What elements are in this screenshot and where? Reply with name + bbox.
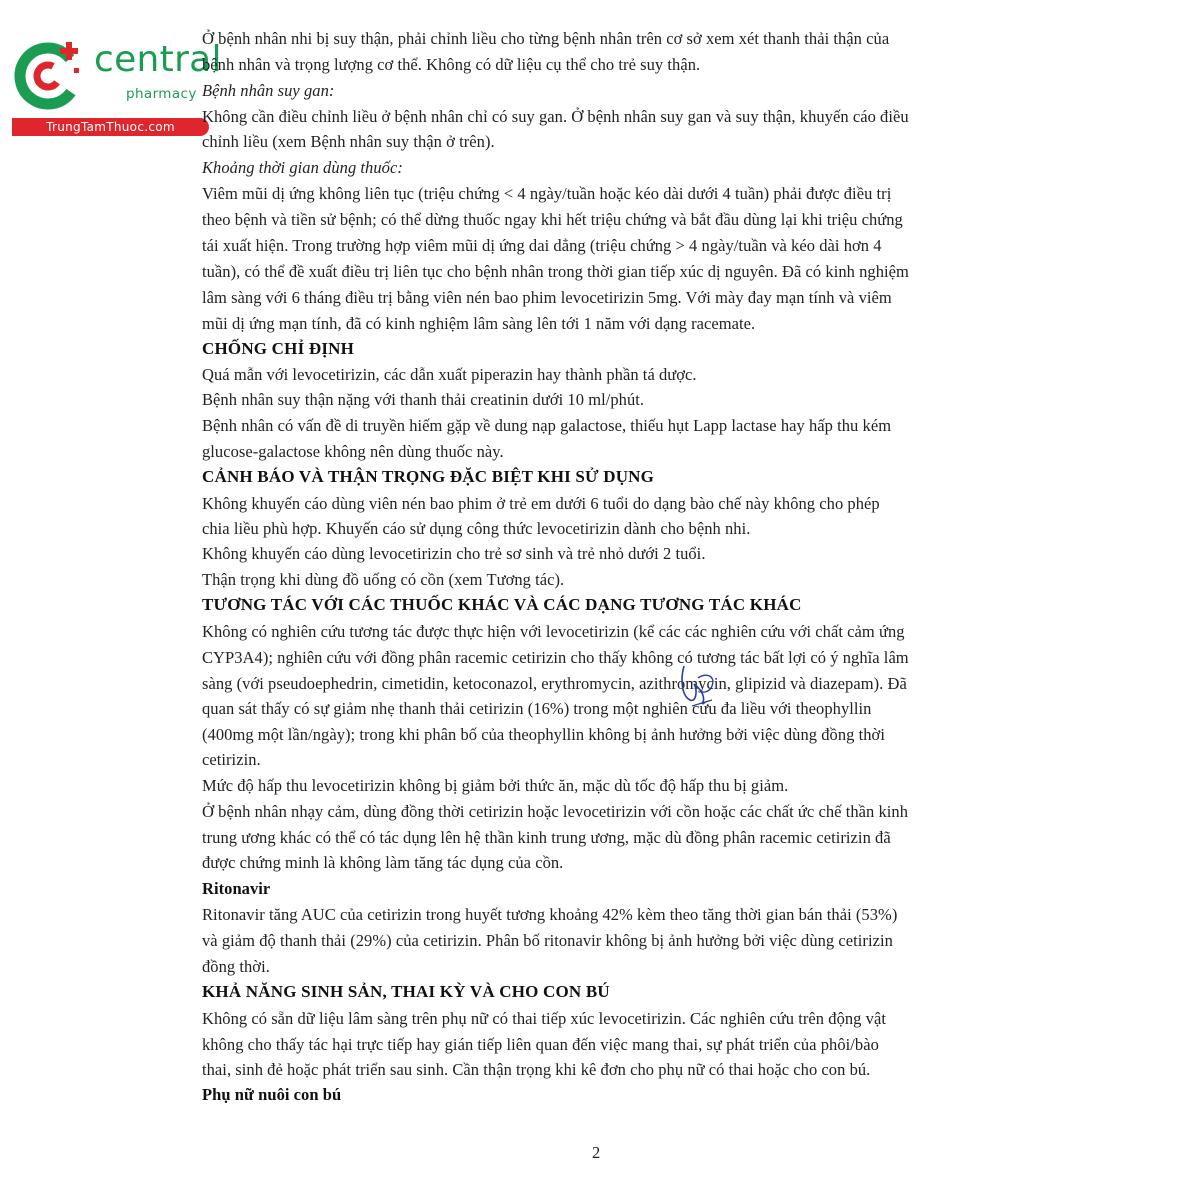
logo-site-banner: TrungTamThuoc.com [12,118,209,136]
text-line: bệnh nhân và trọng lượng cơ thể. Không có dữ liệu cụ thể cho trẻ suy thận. [202,55,701,74]
text-line: Ritonavir tăng AUC của cetirizin trong huyết tương khoảng 42% kèm theo tăng thời gian bán thải (53%) [202,905,898,924]
section-heading: CHỐNG CHỈ ĐỊNH [202,339,355,358]
subheading: Ritonavir [202,879,271,898]
logo-subtitle: pharmacy [126,86,197,102]
text-line: tuần), có thể đề xuất điều trị liên tục cho bệnh nhân trong thời gian tiếp xúc dị nguyên. Đã có kinh nghiệm [202,262,909,281]
text-line: Thận trọng khi dùng đồ uống có cồn (xem Tương tác). [202,570,565,589]
text-line: được chứng minh là không làm tăng tác dụng của cồn. [202,853,564,872]
subheading: Khoảng thời gian dùng thuốc: [202,158,403,177]
text-line: lâm sàng với 6 tháng điều trị bằng viên nén bao phim levocetirizin 5mg. Với mày đay mạn tính và viêm [202,288,892,307]
text-line: theo bệnh và tiền sử bệnh; có thể dừng thuốc ngay khi hết triệu chứng và bắt đầu dùng lại khi triệu chứng [202,210,903,229]
text-line: Không khuyến cáo dùng levocetirizin cho trẻ sơ sinh và trẻ nhỏ dưới 2 tuổi. [202,544,706,563]
text-line: Bệnh nhân suy thận nặng với thanh thải creatinin dưới 10 ml/phút. [202,390,645,409]
text-line: không cho thấy tác hại trực tiếp hay gián tiếp liên quan đến việc mang thai, sự phát triển của phôi/bào [202,1035,879,1054]
text-line: sàng (với pseudoephedrin, cimetidin, ketoconazol, erythromycin, azithromycin, glipizid và diazepam). Đã [202,674,907,693]
text-line: Ở bệnh nhân nhi bị suy thận, phải chỉnh liều cho từng bệnh nhân trên cơ sở xem xét thanh thải thận của [202,29,890,48]
text-line: (400mg một lần/ngày); trong khi phân bố của theophyllin không bị ảnh hưởng bởi việc dùng đồng thời [202,725,885,744]
text-line: Quá mẫn với levocetirizin, các dẫn xuất piperazin hay thành phần tá dược. [202,365,697,384]
text-line: trung ương khác có thể có tác dụng lên hệ thần kinh trung ương, mặc dù đồng phân racemic cetirizin đã [202,828,891,847]
text-line: mũi dị ứng mạn tính, đã có kinh nghiệm lâm sàng lên tới 1 năm với dạng racemate. [202,314,756,333]
section-heading: TƯƠNG TÁC VỚI CÁC THUỐC KHÁC VÀ CÁC DẠNG TƯƠNG TÁC KHÁC [202,595,802,614]
subheading: Phụ nữ nuôi con bú [202,1085,342,1104]
text-line: Bệnh nhân có vấn đề di truyền hiếm gặp về dung nạp galactose, thiếu hụt Lapp lactase hay hấp thu kém [202,416,892,435]
text-line: CYP3A4); nghiên cứu với đồng phân racemic cetirizin cho thấy không có tương tác bất lợi có ý nghĩa lâm [202,648,909,667]
text-line: tái xuất hiện. Trong trường hợp viêm mũi dị ứng dai dẳng (triệu chứng > 4 ngày/tuần và kéo dài hơn 4 [202,236,882,255]
section-heading: KHẢ NĂNG SINH SẢN, THAI KỲ VÀ CHO CON BÚ [202,982,610,1001]
text-line: đồng thời. [202,957,270,976]
text-line: Không khuyến cáo dùng viên nén bao phim ở trẻ em dưới 6 tuổi do dạng bào chế này không cho phép [202,494,880,513]
page-number: 2 [592,1143,601,1162]
text-line: thai, sinh đẻ hoặc phát triển sau sinh. Cần thận trọng khi kê đơn cho phụ nữ có thai hoặc cho con bú. [202,1060,871,1079]
text-line: và giảm độ thanh thải (29%) của cetirizin. Phân bố ritonavir không bị ảnh hưởng bởi việc dùng cetirizin [202,931,893,950]
text-line: chỉnh liều (xem Bệnh nhân suy thận ở trên). [202,132,495,151]
text-line: chia liều phù hợp. Khuyến cáo sử dụng công thức levocetirizin dành cho bệnh nhi. [202,519,751,538]
logo-brand-text: central [94,39,222,80]
pharmacy-logo-icon [12,38,92,118]
central-pharmacy-logo [8,36,222,136]
text-line: Không cần điều chỉnh liều ở bệnh nhân chỉ có suy gan. Ở bệnh nhân suy gan và suy thận, khuyến cáo điều [202,107,909,126]
subheading: Bệnh nhân suy gan: [202,81,335,100]
text-line: quan sát thấy có sự giảm nhẹ thanh thải cetirizin (16%) trong một nghiên cứu đa liều với theophyllin [202,699,872,718]
text-line: glucose-galactose không nên dùng thuốc này. [202,442,504,461]
section-heading: CẢNH BÁO VÀ THẬN TRỌNG ĐẶC BIỆT KHI SỬ DỤNG [202,467,655,486]
text-line: cetirizin. [202,750,261,769]
text-line: Viêm mũi dị ứng không liên tục (triệu chứng < 4 ngày/tuần hoặc kéo dài dưới 4 tuần) phải được điều trị [202,184,892,203]
text-line: Mức độ hấp thu levocetirizin không bị giảm bởi thức ăn, mặc dù tốc độ hấp thu bị giảm. [202,776,789,795]
signature-mark [672,660,732,710]
text-line: Không có nghiên cứu tương tác được thực hiện với levocetirizin (kể các các nghiên cứu với chất cảm ứng [202,622,905,641]
text-line: Không có sẵn dữ liệu lâm sàng trên phụ nữ có thai tiếp xúc levocetirizin. Các nghiên cứu trên động vật [202,1009,886,1028]
text-line: Ở bệnh nhân nhạy cảm, dùng đồng thời cetirizin hoặc levocetirizin với cồn hoặc các chất ức chế thần kinh [202,802,909,821]
